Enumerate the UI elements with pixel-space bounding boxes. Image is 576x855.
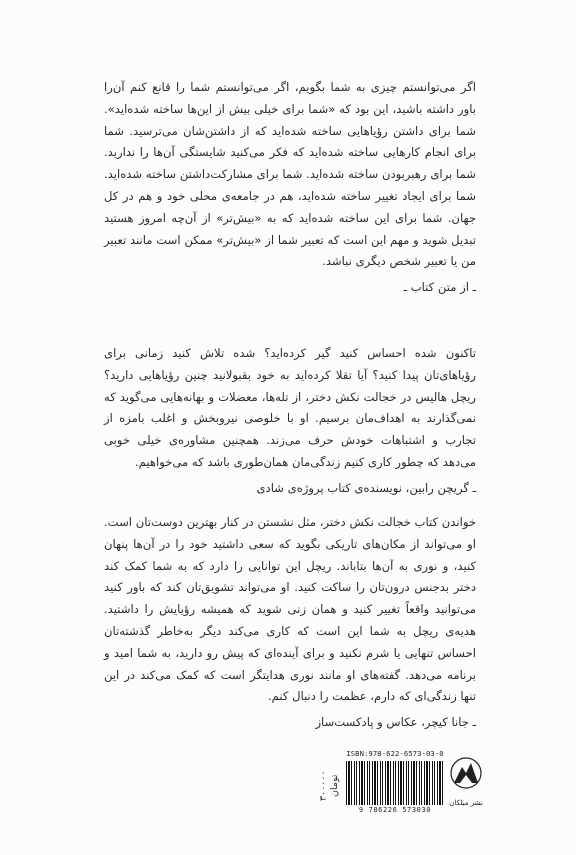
barcode-block — [342, 749, 448, 817]
publisher-name: نشر میلکان — [449, 799, 483, 807]
price-label: ۳۰۰۰۰۰ تومان — [318, 770, 340, 802]
isbn-text: ISBN:978-622-6573-03-0 — [346, 749, 444, 758]
review-paragraph-1: تاکنون شده احساس کنید گیر کرده‌اید؟ شده تلاش کنید زمانی برای رؤیاهای‌تان پیدا کنید؟ آیا تقلا کرده‌اید به خود بقبولانید چنین رؤیاهایی دارید؟ ریچل هالیس در خجالت نکش دختر، از تله‌ها، معضلات و بهانه‌هایی می‌گوید که نمی‌گذارند به اهداف‌مان برسیم. او با خلوصی نیروبخش و اغلب بامزه از تجارب و اشتباهات خودش حرف می‌زند. همچنین مشاوره‌ی خیلی خوبی می‌دهد که چطور کاری کنیم زندگی‌مان همان‌طوری باشد که می‌خواهیم. — [104, 346, 476, 469]
excerpt-block — [104, 77, 476, 299]
barcode-bars — [346, 761, 444, 805]
excerpt-paragraph: اگر می‌توانستم چیزی به شما بگویم، اگر می‌توانستم شما را قانع کنم آن‌را باور داشته باشید، این بود که «شما برای خیلی بیش از این‌ها ساخته شده‌اید». شما برای داشتن رؤیاهایی ساخته شده‌اید که از داشتن‌شان می‌ترسید. شما برای انجام کارهایی ساخته شده‌اید که فکر می‌کنید شایستگی آن‌ها را ندارید. شما برای رهبربودن ساخته شده‌اید. شما برای مشارکت‌داشتن ساخته شده‌اید. شما برای ایجاد تغییر ساخته شده‌اید، هم در جامعه‌ی محلی خود و هم در کل جهان. شما برای این ساخته شده‌اید که به «بیش‌تر» از آن‌چه امروز هستید تبدیل شوید و مهم این است که تعبیر شما از «بیش‌تر» ممکن است مانند تعبیر من یا تعبیر شخص دیگری نباشد. — [104, 80, 476, 269]
review-block-2 — [104, 512, 476, 734]
review-attribution-2: ـ جانا کیچر، عکاس و پادکست‌ساز — [315, 715, 476, 730]
review-attribution-1: ـ گریچن رابین، نویسنده‌ی کتاب پروژه‌ی شادی — [256, 480, 476, 495]
back-matter — [318, 749, 483, 817]
mountain-logo-icon — [450, 753, 482, 797]
publisher-logo — [450, 753, 482, 815]
barcode-number: 9 786226 573030 — [358, 806, 432, 814]
review-block-1 — [104, 343, 476, 500]
excerpt-attribution: ـ از متن کتاب ـ — [403, 280, 476, 295]
review-paragraph-2: خواندن کتاب خجالت نکش دختر، مثل نشستن در کنار بهترین دوست‌تان است. او می‌تواند از مکان‌های تاریکی بگوید که سعی داشتید خود را در آن‌ها پنهان کنید، و نوری به آن‌ها بتاباند. ریچل این توانایی را دارد که به شما کمک کند دختر بدجنس درون‌تان را ساکت کنید. او می‌تواند تشویق‌تان کند که باور کنید می‌توانید واقعاً تغییر کنید و همان زنی شوید که همیشه رؤیایش را داشتید. هدیه‌ی ریچل به شما این است که کاری می‌کند دیگر به‌خاطر گذشته‌تان احساس تنهایی یا شرم نکنید و برای آینده‌ای که پیش رو دارید، به شما امید و برنامه می‌دهد. گفته‌های او مانند نوری هدایتگر است که کمک می‌کند در این تنها زندگی‌ای که دارم، عظمت را دنبال کنم. — [104, 515, 476, 704]
